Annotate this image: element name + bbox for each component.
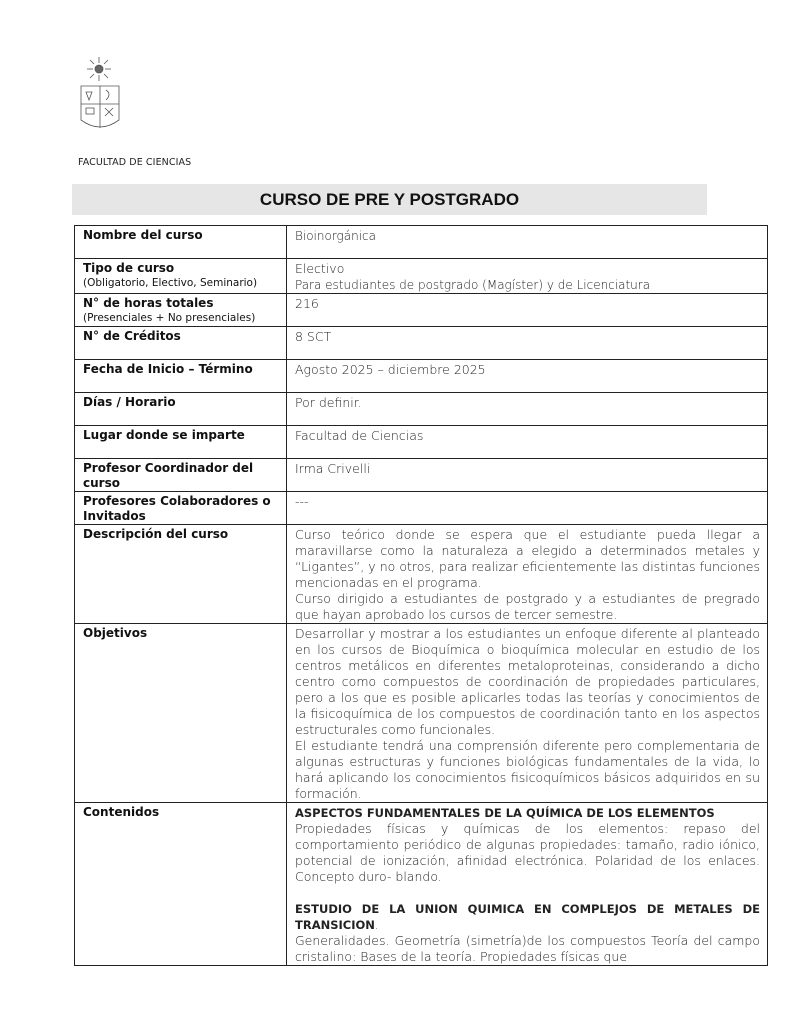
label-tipo: Tipo de curso xyxy=(83,261,175,275)
document-title-banner: CURSO DE PRE Y POSTGRADO xyxy=(72,184,707,215)
value-cell-descripcion xyxy=(287,525,768,624)
label-descripcion: Descripción del curso xyxy=(75,525,287,624)
table-row-objetivos xyxy=(75,624,768,803)
label-dias: Días / Horario xyxy=(75,393,287,426)
label-creditos: N° de Créditos xyxy=(75,327,287,360)
subvalue-tipo: Para estudiantes de postgrado (Magíster) y de Licenciatura xyxy=(295,278,651,292)
objetivos-paragraph-1: Desarrollar y mostrar a los estudiantes un enfoque diferente al planteado en los cursos de Bioquímica o bioquímica molecular en estudio de los centros metálicos en diferentes metaloproteinas, considerando a dicho centro como compuestos de coordinación de propiedades particulares, pero a los que es posible aplicarles todas las teorías y conocimientos de la fisicoquímica de los compuestos de coordinación tanto en los aspectos estructurales como funcionales. xyxy=(295,626,760,737)
contenidos-heading-2: ESTUDIO DE LA UNION QUIMICA EN COMPLEJOS DE METALES DE TRANSICION xyxy=(295,902,760,932)
value-creditos: 8 SCT xyxy=(287,327,768,360)
faculty-name: FACULTAD DE CIENCIAS xyxy=(78,157,192,168)
label-cell-horas xyxy=(75,294,287,327)
contenidos-paragraph-2: Generalidades. Geometría (simetría)de los compuestos Teoría del campo cristalino: Bases de la teoría. Propiedades físicas que xyxy=(295,933,760,964)
value-nombre: Bioinorgánica xyxy=(287,226,768,259)
label-cell-tipo xyxy=(75,259,287,294)
table-row-colaboradores xyxy=(75,492,768,525)
value-tipo: Electivo xyxy=(295,261,345,276)
contenidos-paragraph-1: Propiedades físicas y químicas de los elementos: repaso del comportamiento periódico de algunas propiedades: tamaño, radio iónico, potencial de ionización, afinidad electrónica. Polaridad de los enlaces. Concepto duro- blando. xyxy=(295,821,760,884)
table-row-tipo xyxy=(75,259,768,294)
table-row-lugar xyxy=(75,426,768,459)
descripcion-paragraph-2: Curso dirigido a estudiantes de postgrado y a estudiantes de pregrado que hayan aprobado los cursos de tercer semestre. xyxy=(295,591,760,622)
table-row-dias xyxy=(75,393,768,426)
course-info-table xyxy=(74,225,768,966)
contenidos-heading-1: ASPECTOS FUNDAMENTALES DE LA QUÍMICA DE LOS ELEMENTOS xyxy=(295,806,715,820)
table-row-creditos xyxy=(75,327,768,360)
value-lugar: Facultad de Ciencias xyxy=(287,426,768,459)
value-cell-tipo xyxy=(287,259,768,294)
objetivos-paragraph-2: El estudiante tendrá una comprensión diferente pero complementaria de algunas estructuras y funciones biológicas fundamentales de la vida, lo hará aplicando los conocimientos fisicoquímicos básicos adquiridos en su formación. xyxy=(295,738,760,801)
table-row-fecha xyxy=(75,360,768,393)
value-profesor: Irma Crivelli xyxy=(287,459,768,492)
university-seal-logo xyxy=(78,56,124,134)
label-profesor: Profesor Coordinador del curso xyxy=(75,459,287,492)
value-cell-objetivos xyxy=(287,624,768,803)
label-horas: N° de horas totales xyxy=(83,296,214,310)
label-fecha: Fecha de Inicio – Término xyxy=(75,360,287,393)
label-objetivos: Objetivos xyxy=(75,624,287,803)
table-row-horas xyxy=(75,294,768,327)
sublabel-horas: (Presenciales + No presenciales) xyxy=(83,312,256,324)
label-colaboradores: Profesores Colaboradores o Invitados xyxy=(75,492,287,525)
table-row-profesor xyxy=(75,459,768,492)
label-contenidos: Contenidos xyxy=(75,803,287,966)
value-horas: 216 xyxy=(287,294,768,327)
descripcion-paragraph-1: Curso teórico donde se espera que el estudiante pueda llegar a maravillarse como la naturaleza a elegido a determinados metales y “Ligantes”, y no otros, para realizar eficientemente las distintas funciones mencionadas en el programa. xyxy=(295,527,760,590)
value-cell-contenidos xyxy=(287,803,768,966)
contenidos-heading-2-wrap xyxy=(295,901,760,933)
table-row-contenidos xyxy=(75,803,768,966)
value-fecha: Agosto 2025 – diciembre 2025 xyxy=(287,360,768,393)
value-dias: Por definir. xyxy=(287,393,768,426)
label-lugar: Lugar donde se imparte xyxy=(75,426,287,459)
table-row-descripcion xyxy=(75,525,768,624)
contenidos-heading-2-end: . xyxy=(374,918,379,932)
label-nombre: Nombre del curso xyxy=(75,226,287,259)
table-row-nombre xyxy=(75,226,768,259)
paragraph-spacer xyxy=(295,885,760,901)
sublabel-tipo: (Obligatorio, Electivo, Seminario) xyxy=(83,277,258,289)
value-colaboradores: --- xyxy=(287,492,768,525)
